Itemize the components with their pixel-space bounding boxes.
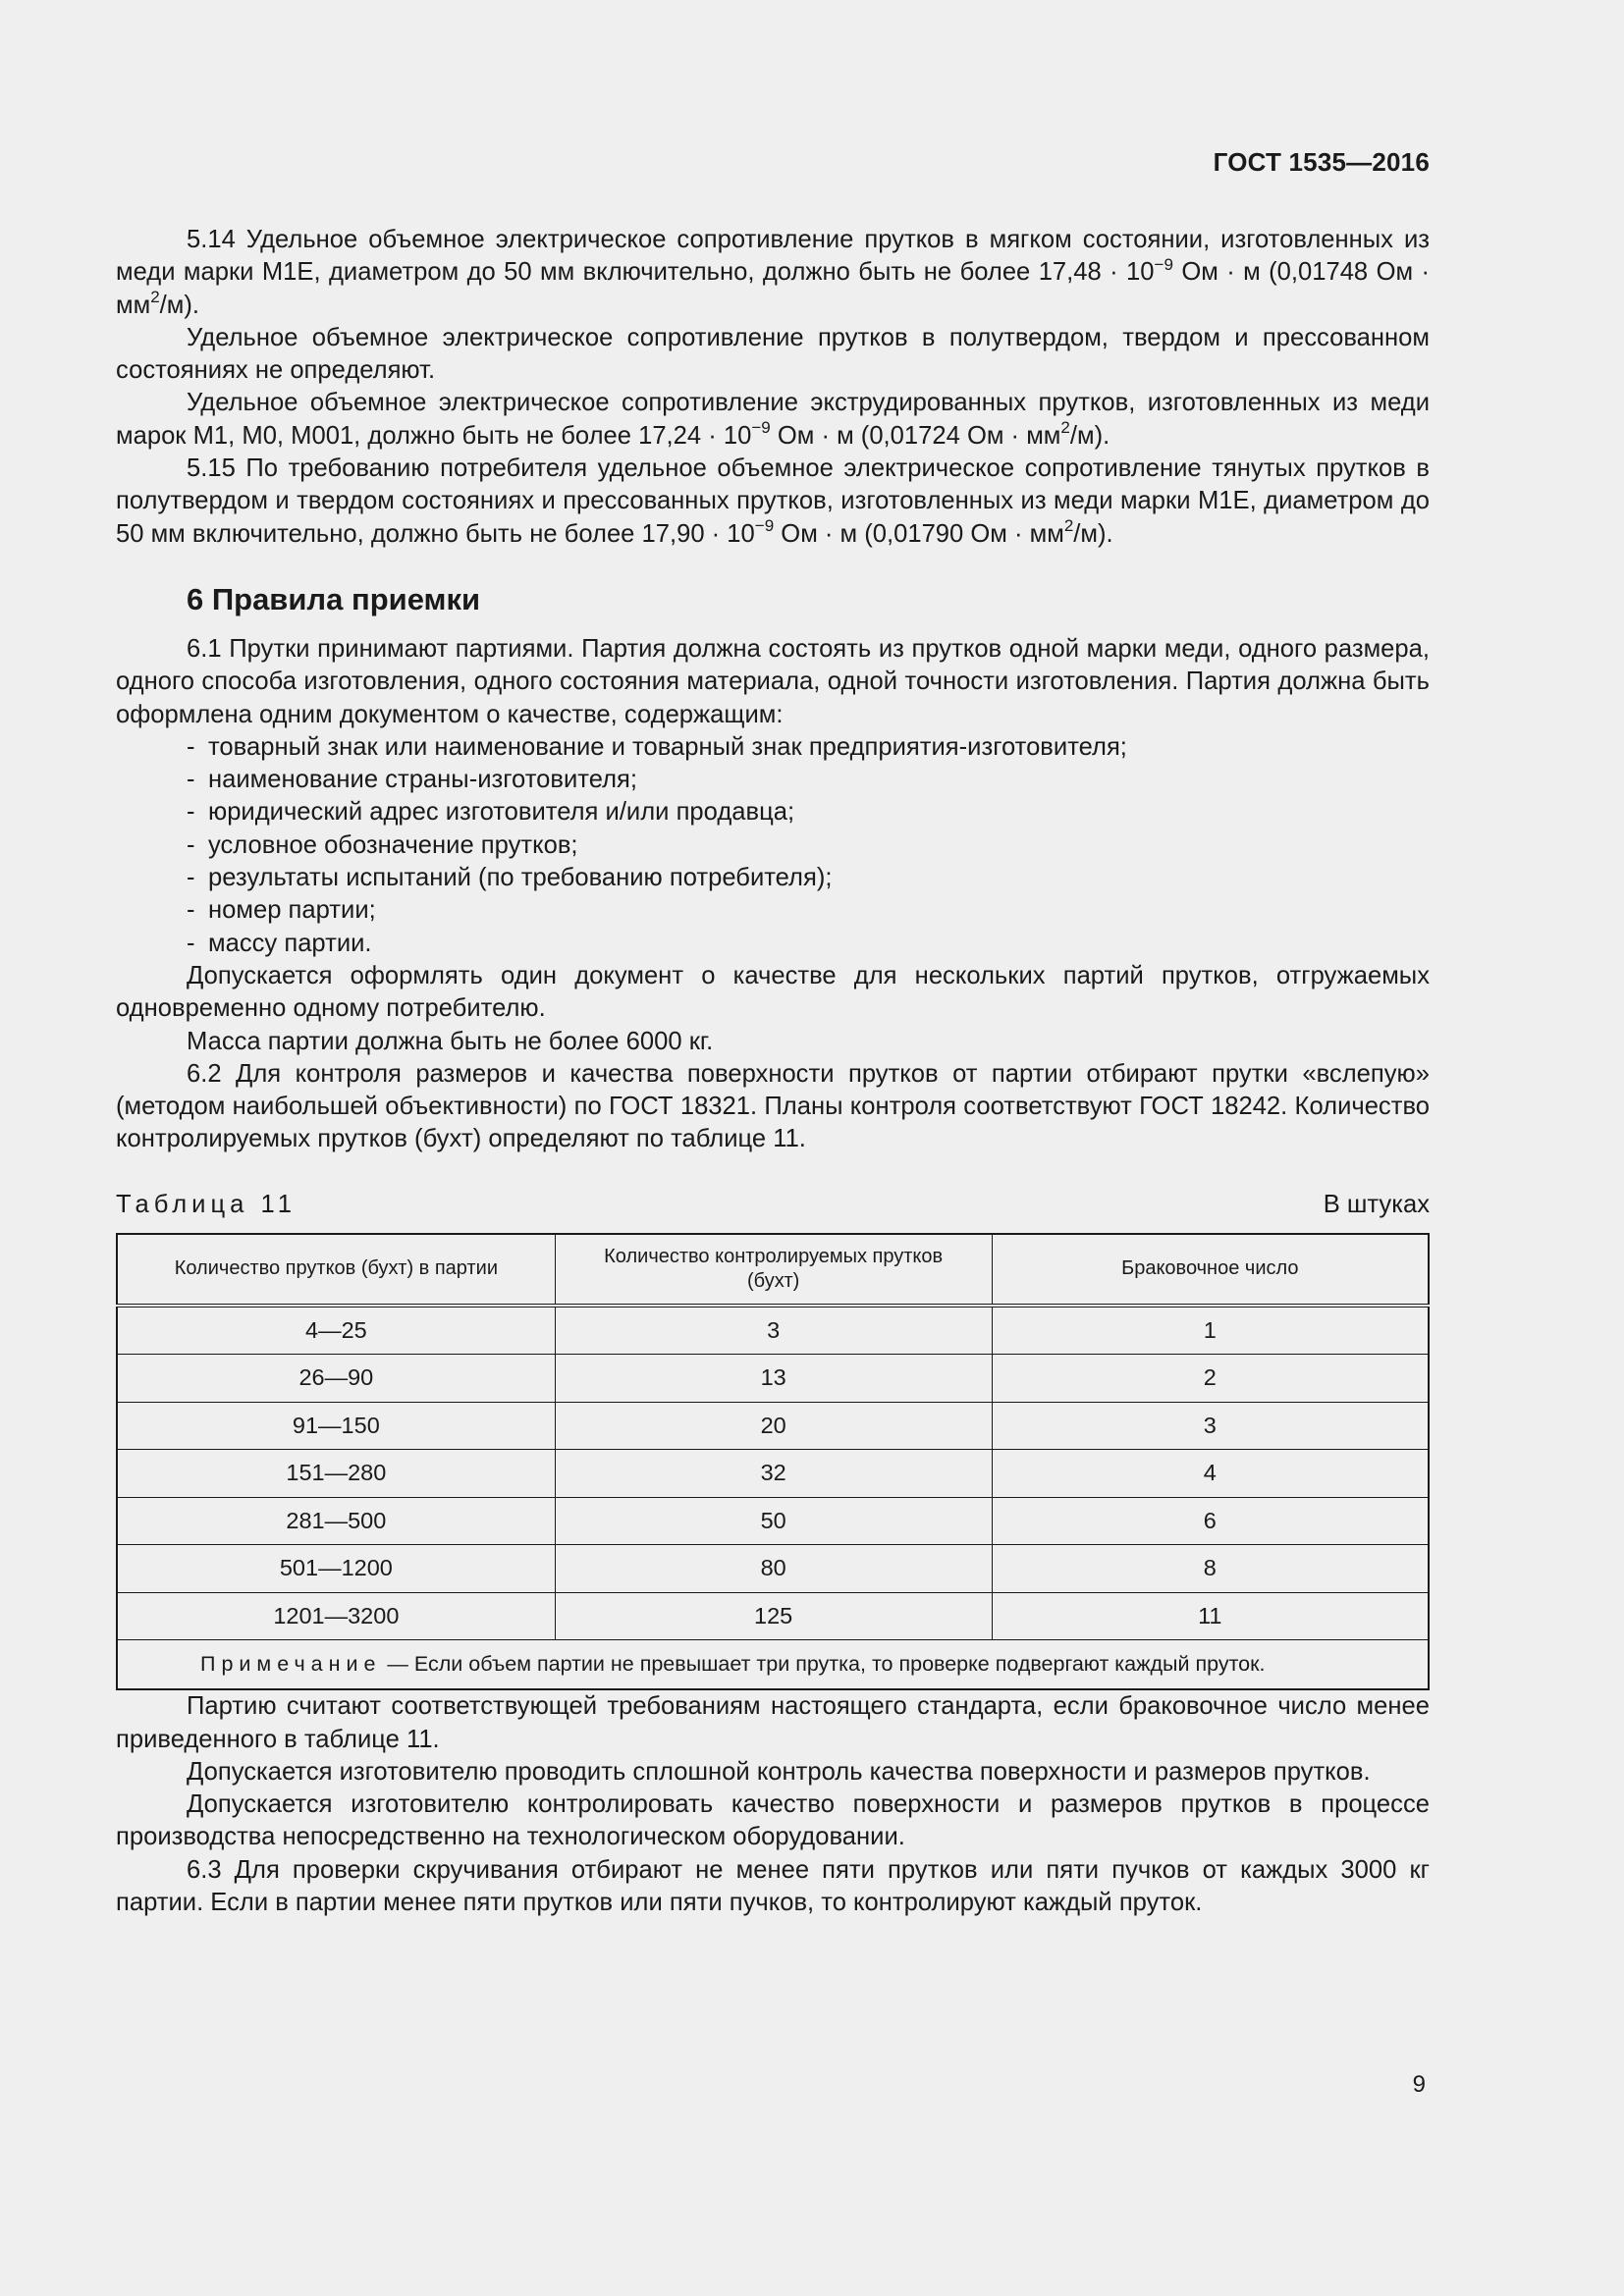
- table-cell: 20: [555, 1402, 992, 1450]
- note-label: Примечание: [200, 1652, 382, 1677]
- table-11: [116, 1233, 1430, 1691]
- table-cell: 3: [992, 1402, 1429, 1450]
- table-cell: 13: [555, 1355, 992, 1403]
- table-row: [117, 1306, 1429, 1355]
- list-item: - товарный знак или наименование и товарный знак предприятия-изготовителя;: [187, 731, 1430, 764]
- table-row: [117, 1545, 1429, 1593]
- table-cell: 6: [992, 1497, 1429, 1545]
- table-cell: 151—280: [117, 1450, 555, 1498]
- table-cell: 1: [992, 1306, 1429, 1355]
- table-cell: 80: [555, 1545, 992, 1593]
- column-header-batch-size: Количество прутков (бухт) в партии: [117, 1234, 555, 1306]
- table-cell: 4—25: [117, 1306, 555, 1355]
- paragraph-conformity: Партию считают соответствующей требованиям настоящего стандарта, если браковочное число менее приведенного в таблице 11.: [116, 1692, 1430, 1753]
- table-cell: 11: [992, 1592, 1429, 1640]
- paragraph-extruded: Удельное объемное электрическое сопротивление экструдированных прутков, изготовленных из меди марок М1, М0, М001, должно быть не более $17,24 \cdot 10^{-9}$ Ом · м (0,01724 Ом · $мм^2/м$).: [116, 389, 1430, 450]
- page-number: 9: [1412, 2071, 1426, 2098]
- table-cell: 3: [555, 1306, 992, 1355]
- paragraph-allow-document: Допускается оформлять один документ о качестве для нескольких партий прутков, отгружаемых одновременно одному потребителю.: [116, 961, 1430, 1023]
- table-row: [117, 1402, 1429, 1450]
- document-code-header: ГОСТ 1535—2016: [1213, 147, 1430, 177]
- paragraph-6-3: 6.3 Для проверки скручивания отбирают не менее пяти прутков или пяти пучков от каждых 3000 кг партии. Если в партии менее пяти прутков или пяти пучков, то контролируют каждый пруток.: [116, 1855, 1430, 1916]
- list-item: - массу партии.: [187, 928, 1430, 960]
- table-cell: 50: [555, 1497, 992, 1545]
- paragraph-5-14: 5.14 Удельное объемное электрическое сопротивление прутков в мягком состоянии, изготовленных из меди марки М1Е, диаметром до 50 мм включительно, должно быть не более $17,48 \cdot 10^{-9}$ Ом · м (0,01748 Ом · $мм^2/м$).: [116, 226, 1430, 319]
- table-note-row: [117, 1640, 1429, 1690]
- table-cell: 4: [992, 1450, 1429, 1498]
- table-units: В штуках: [1323, 1190, 1430, 1218]
- page-content: [116, 224, 1430, 1919]
- table-cell: 281—500: [117, 1497, 555, 1545]
- table-11-caption: [116, 1190, 1430, 1219]
- list-item: - наименование страны-изготовителя;: [187, 764, 1430, 796]
- table-row: [117, 1450, 1429, 1498]
- paragraph-full-control: Допускается изготовителю проводить сплошной контроль качества поверхности и размеров прутков.: [187, 1757, 1371, 1786]
- list-item: - юридический адрес изготовителя и/или продавца;: [187, 796, 1430, 828]
- list-item: - условное обозначение прутков;: [187, 829, 1430, 862]
- paragraph-6-2: 6.2 Для контроля размеров и качества поверхности прутков от партии отбирают прутки «вслепую» (методом наибольшей объективности) по ГОСТ 18321. Планы контроля соответствуют ГОСТ 18242. Количество контролируемых прутков (бухт) определяют по таблице 11.: [116, 1059, 1430, 1153]
- column-header-reject-number: Браковочное число: [992, 1234, 1429, 1306]
- quality-document-list: [116, 731, 1430, 960]
- list-item: - результаты испытаний (по требованию потребителя);: [187, 862, 1430, 894]
- paragraph-batch-mass: Масса партии должна быть не более 6000 кг.: [187, 1027, 714, 1055]
- note-text: — Если объем партии не превышает три прутка, то проверке подвергают каждый пруток.: [381, 1652, 1266, 1677]
- column-header-controlled-count: Количество контролируемых прутков (бухт): [555, 1234, 992, 1306]
- table-cell: 125: [555, 1592, 992, 1640]
- paragraph-process-control: Допускается изготовителю контролировать качество поверхности и размеров прутков в процессе производства непосредственно на технологическом оборудовании.: [116, 1790, 1430, 1851]
- paragraph-5-15: 5.15 По требованию потребителя удельное объемное электрическое сопротивление тянутых прутков в полутвердом и твердом состояниях и прессованных прутков, изготовленных из меди марки М1Е, диаметром до 50 мм включительно, должно быть не более $17,90 \cdot 10^{-9}$ Ом · м (0,01790 Ом · $мм^2/м$).: [116, 454, 1430, 548]
- table-cell: 91—150: [117, 1402, 555, 1450]
- table-row: [117, 1355, 1429, 1403]
- table-cell: 2: [992, 1355, 1429, 1403]
- table-cell: 501—1200: [117, 1545, 555, 1593]
- table-row: [117, 1592, 1429, 1640]
- paragraph-semi-hard: Удельное объемное электрическое сопротивление прутков в полутвердом, твердом и прессованном состояниях не определяют.: [116, 323, 1430, 385]
- table-cell: 26—90: [117, 1355, 555, 1403]
- paragraph-6-1: 6.1 Прутки принимают партиями. Партия должна состоять из прутков одной марки меди, одного размера, одного способа изготовления, одного состояния материала, одной точности изготовления. Партия должна быть оформлена одним документом о качестве, содержащим:: [116, 634, 1430, 728]
- table-cell: 1201—3200: [117, 1592, 555, 1640]
- table-row: [117, 1497, 1429, 1545]
- table-cell: 32: [555, 1450, 992, 1498]
- table-note: [117, 1640, 1429, 1690]
- table-header-row: [117, 1234, 1429, 1306]
- list-item: - номер партии;: [187, 894, 1430, 927]
- section-6-heading: 6 Правила приемки: [187, 581, 481, 616]
- table-title: Таблица 11: [116, 1190, 298, 1218]
- table-cell: 8: [992, 1545, 1429, 1593]
